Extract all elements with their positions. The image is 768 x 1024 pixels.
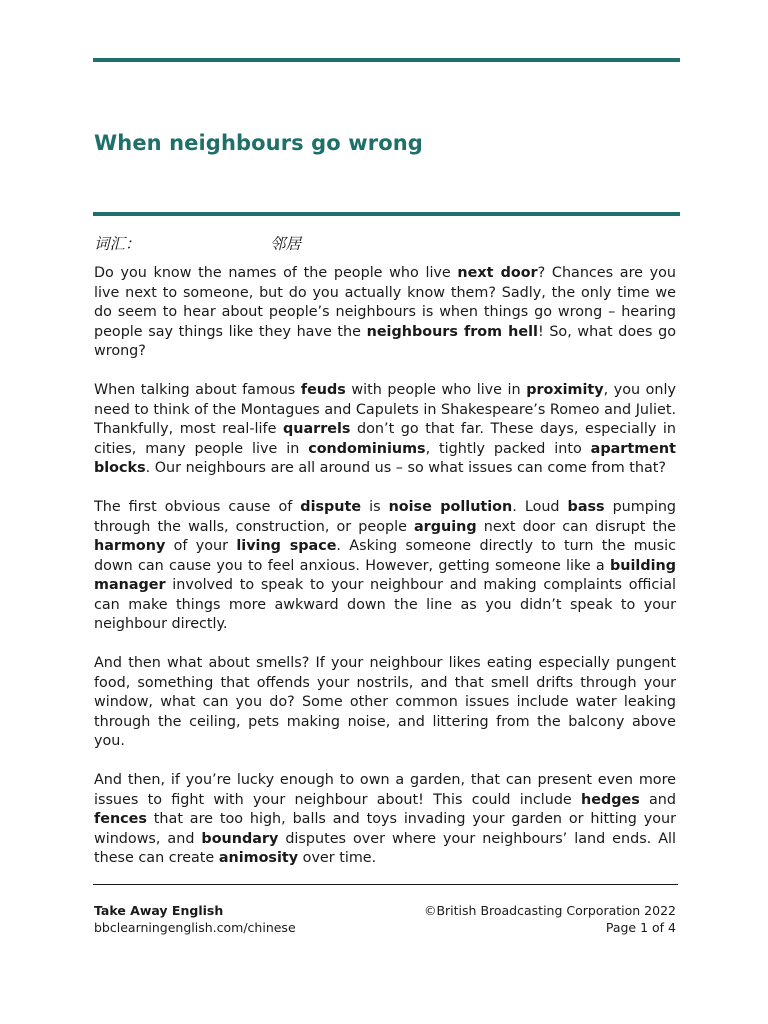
vocabulary-term: quarrels <box>282 421 351 437</box>
text-run: , tightly packed into <box>425 440 591 457</box>
header-bottom-rule <box>93 212 680 216</box>
text-run: When talking about famous <box>94 382 301 398</box>
text-run: of your <box>165 538 237 554</box>
vocabulary-term: apartment blocks <box>94 440 676 476</box>
text-run: Do you know the names of the people who live <box>94 265 458 281</box>
vocabulary-term: neighbours from hell <box>366 323 538 340</box>
footer-right <box>424 902 676 936</box>
vocabulary-term: harmony <box>94 538 166 554</box>
paragraph <box>94 381 676 479</box>
vocabulary-term: building manager <box>94 557 676 593</box>
text-run: involved to speak to your neighbour and making complaints official can make things more awkward down the line as you didn’t speak to your neighbour directly. <box>94 577 676 632</box>
header-top-rule <box>93 58 680 62</box>
paragraph <box>94 264 676 362</box>
text-run: And then, if you’re lucky enough to own a garden, that can present even more issues to fight with your neighbour about! This could include <box>94 772 676 808</box>
vocabulary-term: fences <box>94 811 147 827</box>
footer-url: bbclearningenglish.com/chinese <box>94 920 296 935</box>
vocabulary-term: animosity <box>218 850 299 866</box>
text-run: with people who live in <box>345 382 527 398</box>
text-run: ! So, what does go wrong? <box>94 323 676 359</box>
text-run: is <box>361 499 389 515</box>
text-run: over time. <box>298 850 377 866</box>
footer-copyright: ©British Broadcasting Corporation 2022 <box>423 903 676 918</box>
vocabulary-term: condominiums <box>308 440 426 457</box>
vocabulary-line <box>94 232 302 254</box>
text-run: . Our neighbours are all around us – so what issues can come from that? <box>145 460 667 476</box>
vocabulary-term: hedges <box>581 791 640 808</box>
text-run: pumping through the walls, construction, or people <box>94 499 677 535</box>
text-run: , you only need to think of the Montagues and Capulets in Shakespeare’s Romeo and Juliet. Thankfully, most real-life <box>94 382 676 437</box>
vocabulary-term: proximity <box>526 382 604 398</box>
vocabulary-label: 词汇： <box>94 235 141 253</box>
text-run: next door can disrupt the <box>476 518 676 535</box>
paragraph <box>94 771 676 869</box>
text-run: And then what about smells? If your neighbour likes eating especially pungent food, something that offends your nostrils, and that smell drifts through your window, what can you do? Some other common issues include water leaking through the ceiling, pets making noise, and littering from the balcony above you. <box>94 655 676 749</box>
vocabulary-term: arguing <box>414 518 477 535</box>
footer-brand: Take Away English <box>94 903 224 918</box>
paragraph <box>94 654 676 752</box>
vocabulary-term: dispute <box>300 499 362 515</box>
vocabulary-term: bass <box>567 499 605 515</box>
text-run: . Loud <box>512 499 568 515</box>
text-run: don’t go that far. These days, especially in cities, many people live in <box>94 421 676 457</box>
vocabulary-term: feuds <box>300 382 346 398</box>
vocabulary-term: next door <box>457 265 538 281</box>
text-run: disputes over where your neighbours’ land ends. All these can create <box>94 830 676 866</box>
paragraph <box>94 498 676 635</box>
article-body <box>94 264 676 888</box>
text-run: that are too high, balls and toys invading your garden or hitting your windows, and <box>94 811 676 847</box>
footer-left <box>94 902 296 936</box>
vocabulary-term: boundary <box>201 830 279 847</box>
text-run: . Asking someone directly to turn the music down can cause you to feel anxious. However, getting someone like a <box>94 538 676 574</box>
text-run: ? Chances are you live next to someone, but do you actually know them? Sadly, the only time we do seem to hear about people’s neighbours is when things go wrong – hearing people say things like they have the <box>94 265 677 340</box>
vocabulary-term: living space <box>236 538 337 554</box>
text-run: and <box>639 791 677 808</box>
text-run: The first obvious cause of <box>94 499 301 515</box>
vocabulary-word: 邻居 <box>270 235 302 253</box>
footer-page-number: Page 1 of 4 <box>605 920 676 935</box>
vocabulary-term: noise pollution <box>388 499 513 515</box>
page-title: When neighbours go wrong <box>94 131 423 155</box>
footer-rule <box>93 884 678 885</box>
